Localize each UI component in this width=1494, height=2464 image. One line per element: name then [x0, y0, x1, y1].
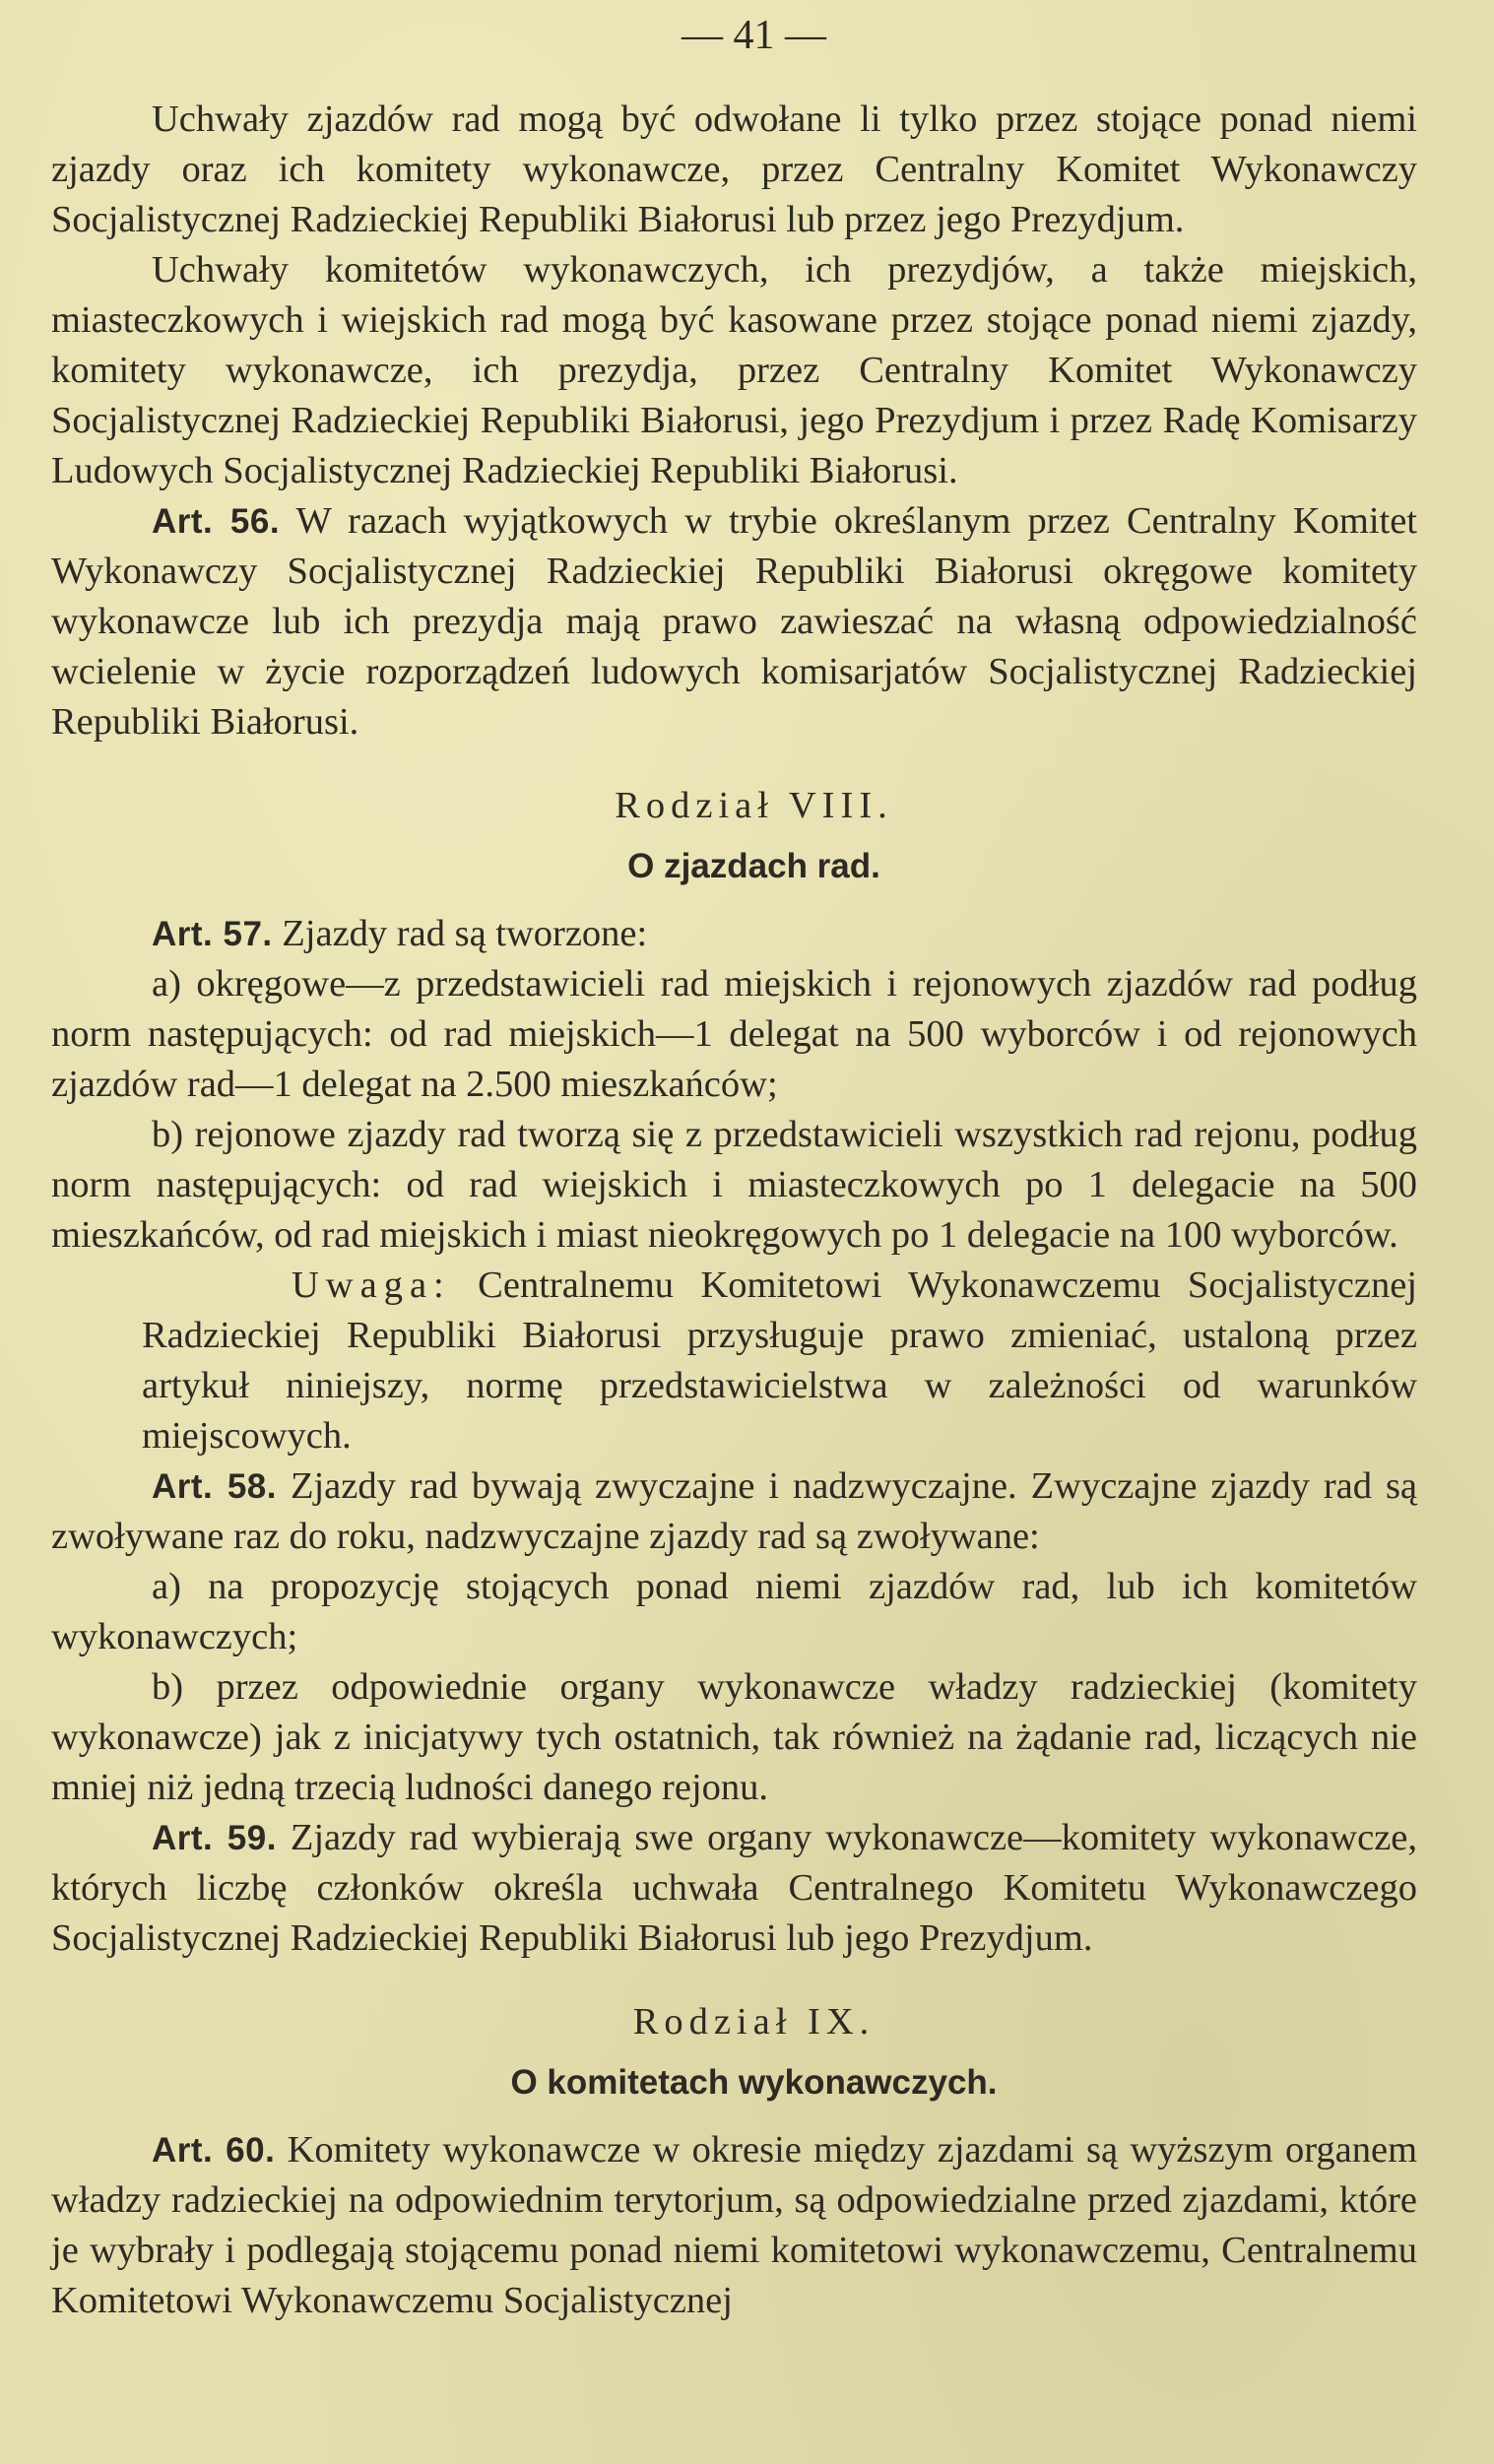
article-57-intro: Zjazdy rad są tworzone: — [282, 913, 648, 954]
article-59-label: Art. 59. — [152, 1819, 277, 1857]
article-57-label: Art. 57. — [152, 915, 273, 953]
note-label: Uwaga: — [292, 1264, 451, 1306]
article-58 — [51, 1461, 1417, 1562]
article-57-item-b: b) rejonowe zjazdy rad tworzą się z przedstawicieli wszystkich rad rejonu, podług norm następujących: od rad wiejskich i miasteczkowych po 1 delegacie na 500 mieszkańców, od rad miejskich i miast nieokręgowych po 1 delegacie na 100 wyborców. — [51, 1114, 1417, 1256]
article-60-text: Komitety wykonawcze w okresie między zjazdami są wyższym organem władzy radzieckiej na odpowiednim terytorjum, są odpowiedzialne przed zjazdami, które je wybrały i podlegają stojącemu ponad niemi komitetowi wykonawczemu, Centralnemu Komitetowi Wykonawczemu Socjalistycznej — [51, 2129, 1418, 2321]
chapter-8-label: Rodział VIII. — [615, 785, 893, 826]
article-60-label: Art. 60. — [152, 2131, 276, 2170]
article-56-text: W razach wyjątkowych w trybie określanym przez Centralny Komitet Wykonawczy Socjalistycznej Radzieckiej Republiki Białorusi okręgowe komitety wykonawcze lub ich prezydja mają prawo zawieszać na własną odpowiedzialność wcielenie w życie rozporządzeń ludowych komisarjatów Socjalistycznej Radzieckiej Republiki Białorusi. — [51, 500, 1417, 743]
article-58-item-b: b) przez odpowiednie organy wykonawcze władzy radzieckiej (komitety wykonawcze) jak z inicjatywy tych ostatnich, tak również na żądanie rad, liczących nie mniej niż jedną trzecią ludności danego rejonu. — [51, 1666, 1417, 1808]
article-58-item-a: a) na propozycję stojących ponad niemi zjazdów rad, lub ich komitetów wykonawczych; — [51, 1566, 1417, 1657]
paragraph-cancellation: Uchwały komitetów wykonawczych, ich prezydjów, a także miejskich, miasteczkowych i wiejskich rad mogą być kasowane przez stojące ponad niemi zjazdy, komitety wykonawcze, ich prezydja, przez Centralny Komitet Wykonawczy Socjalistycznej Radzieckiej Republiki Białorusi, jego Prezydjum i przez Radę Komisarzy Ludowych Socjalistycznej Radzieckiej Republiki Białorusi. — [51, 249, 1417, 491]
article-56-label: Art. 56. — [152, 502, 281, 541]
article-57 — [51, 909, 1417, 959]
article-57-note — [51, 1261, 1417, 1461]
page-number: — 41 — — [682, 13, 826, 58]
chapter-9-title: O komitetach wykonawczych. — [510, 2063, 998, 2102]
page-content — [51, 95, 1417, 2326]
article-59-text: Zjazdy rad wybierają swe organy wykonawcze—komitety wykonawcze, których liczbę członków określa uchwała Centralnego Komitetu Wykonawczego Socjalistycznej Radzieckiej Republiki Białorusi lub jego Prezydjum. — [51, 1817, 1417, 1959]
article-60 — [51, 2125, 1417, 2326]
article-58-text: Zjazdy rad bywają zwyczajne i nadzwyczajne. Zwyczajne zjazdy rad są zwoływane raz do roku, nadzwyczajne zjazdy rad są zwoływane: — [51, 1465, 1418, 1557]
article-58-label: Art. 58. — [152, 1467, 277, 1506]
chapter-9-label: Rodział IX. — [632, 2001, 876, 2043]
note-text: Centralnemu Komitetowi Wykonawczemu Socjalistycznej Radzieckiej Republiki Białorusi przysługuje prawo zmieniać, ustaloną przez artykuł niniejszy, normę przedstawicielstwa w zależności od warunków miejscowych. — [142, 1264, 1417, 1457]
article-57-item-a: a) okręgowe—z przedstawicieli rad miejskich i rejonowych zjazdów rad podług norm następujących: od rad miejskich—1 delegat na 500 wyborców i od rejonowych zjazdów rad—1 delegat na 2.500 mieszkańców; — [51, 963, 1417, 1105]
article-56 — [51, 496, 1417, 747]
paragraph-revocation: Uchwały zjazdów rad mogą być odwołane li tylko przez stojące ponad niemi zjazdy oraz ich komitety wykonawcze, przez Centralny Komitet Wykonawczy Socjalistycznej Radzieckiej Republiki Białorusi lub przez jego Prezydjum. — [51, 98, 1417, 240]
article-59 — [51, 1813, 1417, 1964]
chapter-8-title: O zjazdach rad. — [627, 847, 880, 885]
